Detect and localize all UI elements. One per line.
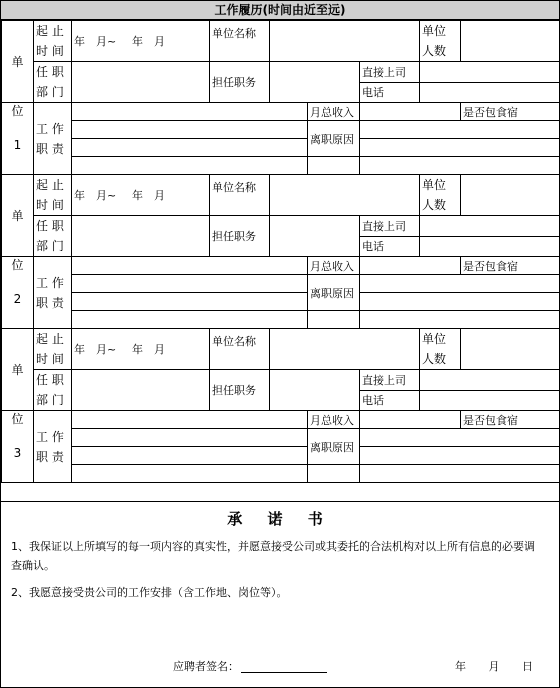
duties-field-line-4[interactable] bbox=[72, 311, 308, 329]
room-board-label: 是否包食宿 bbox=[461, 257, 560, 275]
position-label: 担任职务 bbox=[210, 216, 270, 257]
monthly-income-label: 月总收入 bbox=[308, 257, 360, 275]
reason-leaving-label: 离职原因 bbox=[308, 429, 360, 465]
room-board-field[interactable] bbox=[360, 121, 560, 139]
work-history-table bbox=[1, 20, 560, 483]
unit-char-1: 单 bbox=[11, 208, 24, 223]
unit-number-value: 1 bbox=[13, 137, 22, 152]
department-field[interactable] bbox=[72, 370, 210, 411]
headcount-label: 单位 人数 bbox=[420, 21, 461, 62]
room-board-field[interactable] bbox=[360, 275, 560, 293]
signature-field[interactable] bbox=[241, 672, 327, 673]
phone-field[interactable] bbox=[420, 82, 560, 103]
position-label: 担任职务 bbox=[210, 370, 270, 411]
unit-label bbox=[2, 21, 34, 103]
position-field[interactable] bbox=[270, 62, 360, 103]
department-field[interactable] bbox=[72, 216, 210, 257]
post-label: 任 职 部 门 bbox=[34, 216, 72, 257]
supervisor-label: 直接上司 bbox=[360, 370, 420, 391]
room-board-field[interactable] bbox=[360, 429, 560, 447]
duties-field-line-1[interactable] bbox=[72, 411, 308, 429]
date-day: 日 bbox=[522, 660, 533, 673]
company-name-field[interactable] bbox=[270, 175, 420, 216]
date-range-field[interactable]: 年 月~ 年 月 bbox=[72, 329, 210, 370]
phone-label: 电话 bbox=[360, 390, 420, 411]
position-field[interactable] bbox=[270, 370, 360, 411]
position-label: 担任职务 bbox=[210, 62, 270, 103]
phone-label: 电话 bbox=[360, 82, 420, 103]
company-name-label: 单位名称 bbox=[210, 175, 270, 216]
duties-field-line-4[interactable] bbox=[72, 465, 308, 483]
supervisor-label: 直接上司 bbox=[360, 216, 420, 237]
duties-label: 工 作 职 责 bbox=[34, 411, 72, 483]
monthly-income-field[interactable] bbox=[360, 411, 461, 429]
unit-label bbox=[2, 175, 34, 257]
blank-cell bbox=[308, 157, 360, 175]
phone-field[interactable] bbox=[420, 390, 560, 411]
duties-field-line-3[interactable] bbox=[72, 139, 308, 157]
duties-field-line-3[interactable] bbox=[72, 447, 308, 465]
duties-field-line-1[interactable] bbox=[72, 257, 308, 275]
unit-number bbox=[2, 103, 34, 175]
blank-cell bbox=[308, 311, 360, 329]
duties-field-line-2[interactable] bbox=[72, 121, 308, 139]
headcount-field[interactable] bbox=[461, 329, 560, 370]
signature-date bbox=[455, 658, 552, 674]
monthly-income-label: 月总收入 bbox=[308, 411, 360, 429]
duties-label: 工 作 职 责 bbox=[34, 257, 72, 329]
supervisor-field[interactable] bbox=[420, 370, 560, 391]
reason-leaving-label: 离职原因 bbox=[308, 275, 360, 311]
date-range-field[interactable]: 年 月~ 年 月 bbox=[72, 175, 210, 216]
unit-char-2: 位 bbox=[11, 257, 24, 272]
page-title: 工作履历(时间由近至远) bbox=[1, 1, 559, 20]
company-name-label: 单位名称 bbox=[210, 329, 270, 370]
pledge-title: 承 诺 书 bbox=[227, 510, 333, 528]
supervisor-field[interactable] bbox=[420, 216, 560, 237]
duties-field-line-2[interactable] bbox=[72, 275, 308, 293]
position-field[interactable] bbox=[270, 216, 360, 257]
pledge-item-2: 2、我愿意接受贵公司的工作安排（含工作地、岗位等）。 bbox=[11, 586, 288, 599]
reason-leaving-field-2[interactable] bbox=[360, 465, 560, 483]
supervisor-label: 直接上司 bbox=[360, 62, 420, 83]
room-board-label: 是否包食宿 bbox=[461, 103, 560, 121]
company-name-label: 单位名称 bbox=[210, 21, 270, 62]
pledge-item-1: 1、我保证以上所填写的每一项内容的真实性，并愿意接受公司或其委托的合法机构对以上所有信息的必要调查确认。 bbox=[11, 540, 535, 572]
reason-leaving-field-2[interactable] bbox=[360, 157, 560, 175]
room-board-label: 是否包食宿 bbox=[461, 411, 560, 429]
unit-char-2: 位 bbox=[11, 103, 24, 118]
reason-leaving-field[interactable] bbox=[360, 139, 560, 157]
headcount-field[interactable] bbox=[461, 21, 560, 62]
company-name-field[interactable] bbox=[270, 21, 420, 62]
duties-field-line-3[interactable] bbox=[72, 293, 308, 311]
monthly-income-label: 月总收入 bbox=[308, 103, 360, 121]
unit-char-2: 位 bbox=[11, 411, 24, 426]
unit-number-value: 3 bbox=[13, 445, 22, 460]
department-field[interactable] bbox=[72, 62, 210, 103]
duties-field-line-2[interactable] bbox=[72, 429, 308, 447]
headcount-label: 单位 人数 bbox=[420, 175, 461, 216]
phone-field[interactable] bbox=[420, 236, 560, 257]
start-end-label: 起 止 时 间 bbox=[34, 175, 72, 216]
reason-leaving-field[interactable] bbox=[360, 293, 560, 311]
signature-label: 应聘者签名： bbox=[173, 660, 239, 673]
duties-label: 工 作 职 责 bbox=[34, 103, 72, 175]
unit-number-value: 2 bbox=[13, 291, 22, 306]
company-name-field[interactable] bbox=[270, 329, 420, 370]
unit-number bbox=[2, 411, 34, 483]
unit-char-1: 单 bbox=[11, 54, 24, 69]
start-end-label: 起 止 时 间 bbox=[34, 329, 72, 370]
date-year: 年 bbox=[455, 660, 466, 673]
duties-field-line-4[interactable] bbox=[72, 157, 308, 175]
date-month: 月 bbox=[488, 660, 500, 673]
post-label: 任 职 部 门 bbox=[34, 370, 72, 411]
post-label: 任 职 部 门 bbox=[34, 62, 72, 103]
supervisor-field[interactable] bbox=[420, 62, 560, 83]
headcount-label: 单位 人数 bbox=[420, 329, 461, 370]
duties-field-line-1[interactable] bbox=[72, 103, 308, 121]
pledge-section bbox=[1, 501, 559, 688]
reason-leaving-field[interactable] bbox=[360, 447, 560, 465]
monthly-income-field[interactable] bbox=[360, 103, 461, 121]
unit-number bbox=[2, 257, 34, 329]
phone-label: 电话 bbox=[360, 236, 420, 257]
unit-label bbox=[2, 329, 34, 411]
headcount-field[interactable] bbox=[461, 175, 560, 216]
reason-leaving-field-2[interactable] bbox=[360, 311, 560, 329]
unit-char-1: 单 bbox=[11, 362, 24, 377]
date-range-field[interactable]: 年 月~ 年 月 bbox=[72, 21, 210, 62]
monthly-income-field[interactable] bbox=[360, 257, 461, 275]
start-end-label: 起 止 时 间 bbox=[34, 21, 72, 62]
blank-cell bbox=[308, 465, 360, 483]
reason-leaving-label: 离职原因 bbox=[308, 121, 360, 157]
